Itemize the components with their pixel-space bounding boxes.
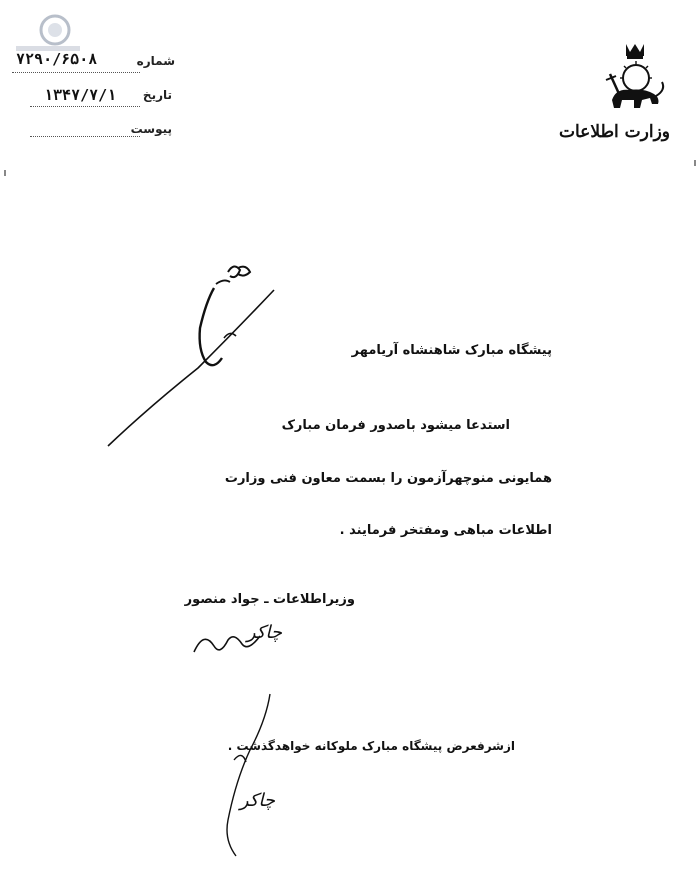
date-underline bbox=[30, 106, 140, 107]
number-label: شماره bbox=[136, 54, 175, 68]
margin-mark bbox=[4, 170, 6, 176]
signature-flourish bbox=[190, 622, 270, 662]
ministry-name: وزارت اطلاعات bbox=[559, 122, 670, 142]
salutation: پیشگاه مبارک شاهنشاه آریامهر bbox=[351, 343, 552, 358]
date-label: تاریخ bbox=[142, 88, 172, 102]
margin-mark bbox=[694, 160, 696, 166]
footer-note: ازشرفعرض پیشگاه مبارک ملوکانه خواهدگذشت . bbox=[227, 739, 515, 753]
minister-handwritten-signature: چاکر bbox=[246, 622, 282, 643]
court-scrawl bbox=[206, 690, 276, 860]
letter-line-1: استدعا میشود باصدور فرمان مبارک bbox=[281, 418, 510, 433]
number-value: ۷۲۹۰/۶۵۰۸ bbox=[16, 50, 98, 68]
letter-line-2: همایونی منوچهرآزمون را بسمت معاون فنی وزارت bbox=[224, 471, 552, 486]
footer-handwritten-signature: چاکر bbox=[239, 790, 275, 811]
lion-and-sun-emblem-icon bbox=[600, 40, 670, 118]
minister-signature-line: وزیراطلاعات ـ جواد منصور bbox=[184, 592, 355, 607]
number-underline bbox=[12, 72, 140, 73]
date-value: ۱۳۴۷/۷/۱ bbox=[44, 86, 117, 104]
attachment-underline bbox=[30, 136, 140, 137]
royal-approval-scrawl bbox=[88, 258, 288, 458]
attachment-label: پیوست bbox=[130, 122, 172, 136]
letter-line-3: اطلاعات مباهی ومفتخر فرمایند . bbox=[339, 523, 552, 538]
